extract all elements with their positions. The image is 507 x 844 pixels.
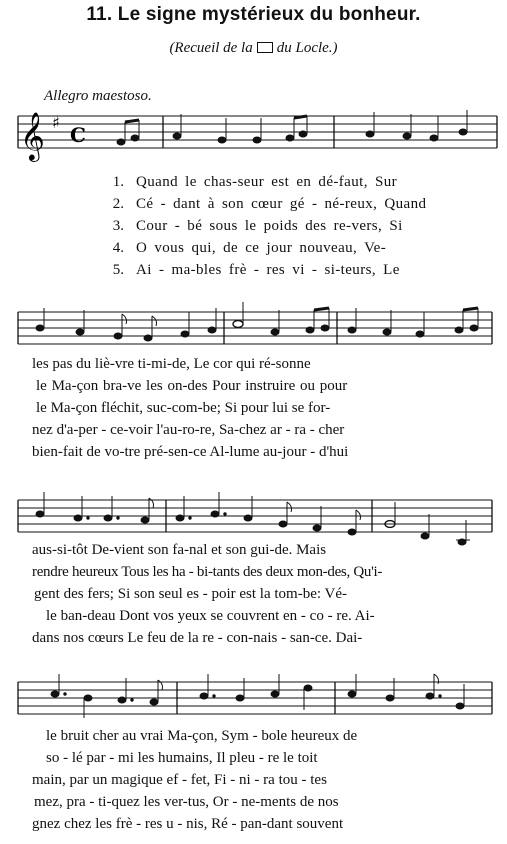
song-title: 11. Le signe mystérieux du bonheur.	[86, 4, 421, 25]
time-signature-c: C	[70, 123, 86, 147]
verse-line: rendre heureux Tous les ha - bi-tants des deux mon-des, Qu'i-	[32, 564, 383, 580]
sharp-icon: ♯	[52, 113, 60, 132]
verse-line	[0, 218, 507, 240]
verse-line: so - lé par - mi les humains, Il pleu - re le toit	[46, 750, 318, 766]
verse-number: 5.	[112, 262, 124, 278]
verse-line: le Ma-çon fléchit, suc-com-be; Si pour lui se for-	[36, 400, 331, 416]
source-suffix: du Locle.)	[276, 40, 338, 56]
lodge-square-symbol	[257, 42, 273, 53]
verse-text: Cour - bé sous le poids des re-vers, Si	[136, 218, 403, 234]
verse-line: main, par un magique ef - fet, Fi - ni - ra tou - tes	[32, 772, 327, 788]
verse-line: bien-fait de vo-tre pré-sen-ce Al-lume au-jour - d'hui	[32, 444, 349, 460]
source-prefix: (Recueil de la	[169, 40, 253, 56]
verse-line: le Ma-çon bra-ve les on-des Pour instruire ou pour	[36, 378, 348, 394]
verse-text: Ai - ma-bles frè - res vi - si-teurs, Le	[136, 262, 400, 278]
verse-line: le ban-deau Dont vos yeux se couvrent en - co - re. Ai-	[46, 608, 375, 624]
verse-number: 3.	[112, 218, 124, 234]
song-source	[0, 40, 507, 57]
verse-number: 1.	[112, 174, 124, 190]
verse-line	[0, 174, 507, 196]
treble-clef-icon: 𝄞	[20, 111, 45, 160]
verse-number: 2.	[112, 196, 124, 212]
tempo-marking: Allegro maestoso.	[44, 88, 152, 104]
verse-line: dans nos cœurs Le feu de la re - con-nais - san-ce. Dai-	[32, 630, 363, 646]
verse-line: mez, pra - ti-quez les ver-tus, Or - ne-ments de nos	[34, 794, 339, 810]
verse-line: aus-si-tôt De-vient son fa-nal et son gui-de. Mais	[32, 542, 327, 558]
verse-text: Cé - dant à son cœur gé - né-reux, Quand	[136, 196, 427, 212]
verse-text: Quand le chas-seur est en dé-faut, Sur	[136, 174, 398, 190]
verse-line: gent des fers; Si son seul es - poir est la tom-be: Vé-	[34, 586, 347, 602]
verse-line: gnez chez les frè - res u - nis, Ré - pan-dant souvent	[32, 816, 344, 832]
verse-text: O vous qui, de ce jour nouveau, Ve-	[136, 240, 387, 256]
verse-line	[0, 196, 507, 218]
verse-line: nez d'a-per - ce-voir l'au-ro-re, Sa-chez ar - ra - cher	[32, 422, 345, 438]
verse-number: 4.	[112, 240, 124, 256]
verse-line: les pas du liè-vre ti-mi-de, Le cor qui ré-sonne	[32, 356, 311, 372]
verse-line	[0, 262, 507, 284]
verse-line	[0, 240, 507, 262]
verse-line: le bruit cher au vrai Ma-çon, Sym - bole heureux de	[46, 728, 358, 744]
